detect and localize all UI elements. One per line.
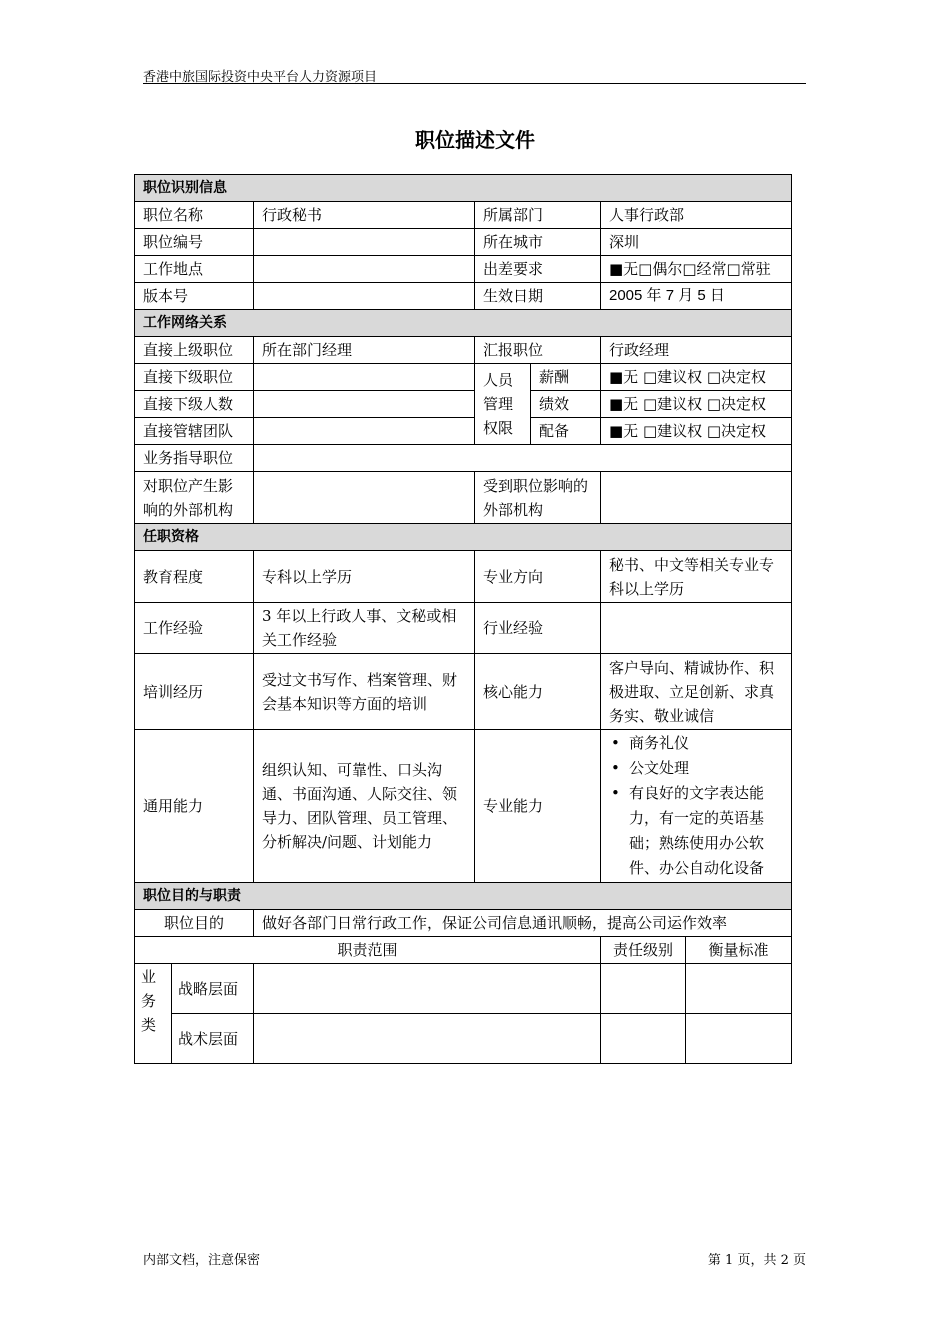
team-label: 直接管辖团队 <box>135 418 254 445</box>
section-duties: 职位目的与职责 <box>135 883 792 910</box>
position-no-label: 职位编号 <box>135 229 254 256</box>
header-divider <box>143 83 806 84</box>
effective-date-value: 2005 年 7 月 5 日 <box>601 283 792 310</box>
authority-label-line-2: 管理 <box>483 395 514 413</box>
page-title: 职位描述文件 <box>415 128 535 152</box>
performance-value: ■无 □建议权 □决定权 <box>601 391 792 418</box>
major-value: 秘书、中文等相关专业专科以上学历 <box>601 551 792 603</box>
strategic-level <box>601 964 686 1014</box>
ext-affects-label: 对职位产生影响的外部机构 <box>135 472 254 524</box>
position-no-value <box>254 229 475 256</box>
department-value: 人事行政部 <box>601 202 792 229</box>
performance-label: 绩效 <box>531 391 601 418</box>
position-name-value: 行政秘书 <box>254 202 475 229</box>
effective-date-label: 生效日期 <box>475 283 601 310</box>
superior-value: 所在部门经理 <box>254 337 475 364</box>
guidance-label: 业务指导职位 <box>135 445 254 472</box>
version-label: 版本号 <box>135 283 254 310</box>
authority-label-line-3: 权限 <box>483 419 514 437</box>
education-label: 教育程度 <box>135 551 254 603</box>
footer-confidential: 内部文档，注意保密 <box>143 1253 261 1268</box>
strategic-standard <box>686 964 792 1014</box>
tactical-level <box>601 1014 686 1064</box>
guidance-value <box>254 445 792 472</box>
subordinate-value <box>254 364 475 391</box>
general-label: 通用能力 <box>135 730 254 883</box>
business-label <box>135 964 172 1064</box>
industry-value <box>601 603 792 654</box>
level-header: 责任级别 <box>601 937 686 964</box>
team-value <box>254 418 475 445</box>
city-label: 所在城市 <box>475 229 601 256</box>
report-label: 汇报职位 <box>475 337 601 364</box>
location-label: 工作地点 <box>135 256 254 283</box>
sub-count-label: 直接下级人数 <box>135 391 254 418</box>
list-item: • 有良好的文字表达能力，有一定的英语基础；熟练使用办公软件、办公自动化设备 <box>609 781 783 881</box>
staffing-label: 配备 <box>531 418 601 445</box>
superior-label: 直接上级职位 <box>135 337 254 364</box>
ext-affected-value <box>601 472 792 524</box>
business-label-line-3: 类 <box>141 1016 157 1034</box>
strategic-label: 战略层面 <box>172 964 254 1014</box>
document-header: 香港中旅国际投资中央平台人力资源项目 <box>143 70 378 85</box>
scope-header: 职责范围 <box>135 937 601 964</box>
staffing-value: ■无 □建议权 □决定权 <box>601 418 792 445</box>
professional-label: 专业能力 <box>475 730 601 883</box>
experience-value: 3 年以上行政人事、文秘或相关工作经验 <box>254 603 475 654</box>
tactical-scope <box>254 1014 601 1064</box>
industry-label: 行业经验 <box>475 603 601 654</box>
tactical-standard <box>686 1014 792 1064</box>
tactical-label: 战术层面 <box>172 1014 254 1064</box>
professional-list <box>609 731 783 881</box>
travel-label: 出差要求 <box>475 256 601 283</box>
subordinate-label: 直接下级职位 <box>135 364 254 391</box>
business-label-line-2: 务 <box>141 992 157 1010</box>
ext-affected-label: 受到职位影响的外部机构 <box>475 472 601 524</box>
major-label: 专业方向 <box>475 551 601 603</box>
purpose-label: 职位目的 <box>135 910 254 937</box>
professional-value <box>601 730 792 883</box>
footer-page-number: 第 1 页，共 2 页 <box>707 1253 806 1268</box>
authority-label-line-1: 人员 <box>483 371 514 389</box>
list-item: • 公文处理 <box>609 756 783 781</box>
training-value: 受过文书写作、档案管理、财会基本知识等方面的培训 <box>254 654 475 730</box>
section-qualification: 任职资格 <box>135 524 792 551</box>
education-value: 专科以上学历 <box>254 551 475 603</box>
report-value: 行政经理 <box>601 337 792 364</box>
section-network: 工作网络关系 <box>135 310 792 337</box>
travel-value: ■无□偶尔□经常□常驻 <box>601 256 792 283</box>
standard-header: 衡量标准 <box>686 937 792 964</box>
sub-count-value <box>254 391 475 418</box>
general-value: 组织认知、可靠性、口头沟通、书面沟通、人际交往、领导力、团队管理、员工管理、分析解决/问题、计划能力 <box>254 730 475 883</box>
strategic-scope <box>254 964 601 1014</box>
version-value <box>254 283 475 310</box>
training-label: 培训经历 <box>135 654 254 730</box>
core-label: 核心能力 <box>475 654 601 730</box>
salary-label: 薪酬 <box>531 364 601 391</box>
business-label-line-1: 业 <box>141 968 157 986</box>
authority-label <box>475 364 531 445</box>
department-label: 所属部门 <box>475 202 601 229</box>
core-value: 客户导向、精诚协作、积极进取、立足创新、求真务实、敬业诚信 <box>601 654 792 730</box>
ext-affects-value <box>254 472 475 524</box>
city-value: 深圳 <box>601 229 792 256</box>
job-description-table <box>134 174 792 1064</box>
section-identification: 职位识别信息 <box>135 175 792 202</box>
position-name-label: 职位名称 <box>135 202 254 229</box>
salary-value: ■无 □建议权 □决定权 <box>601 364 792 391</box>
experience-label: 工作经验 <box>135 603 254 654</box>
list-item: • 商务礼仪 <box>609 731 783 756</box>
location-value <box>254 256 475 283</box>
purpose-value: 做好各部门日常行政工作，保证公司信息通讯顺畅，提高公司运作效率 <box>254 910 792 937</box>
